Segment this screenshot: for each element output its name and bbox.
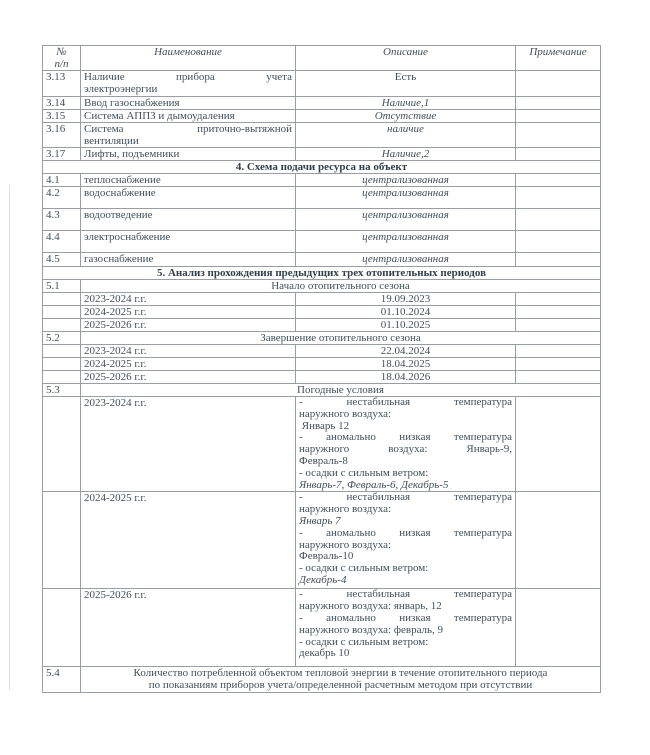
cell-description: 22.04.2024: [296, 345, 516, 358]
cell-name: Система АППЗ и дымоудаления: [81, 110, 296, 123]
text-word: температура: [453, 491, 512, 504]
table-row: [43, 397, 601, 492]
cell-weather-conditions: [296, 492, 516, 589]
cell-span-text: Погодные условия: [81, 384, 601, 397]
table-row: [43, 358, 601, 371]
cell-number: [43, 345, 81, 358]
cell-description: 19.09.2023: [296, 293, 516, 306]
text-line: вентиляции: [84, 135, 139, 147]
cell-note: [516, 293, 601, 306]
cell-description: централизованная: [296, 187, 516, 209]
cell-span-text: [81, 667, 601, 693]
cell-number: 3.17: [43, 148, 81, 161]
cell-name: [81, 71, 296, 97]
table-row: [43, 71, 601, 97]
table-row: [43, 110, 601, 123]
table-row: [43, 332, 601, 345]
table-body: [43, 71, 601, 693]
text-line: [84, 71, 292, 83]
text-word: аномально: [326, 431, 376, 444]
text-line: наружного воздуха: январь, 12: [299, 600, 442, 613]
text-word: Наличие: [84, 71, 125, 83]
table-row: [43, 280, 601, 293]
cell-description: 18.04.2026: [296, 371, 516, 384]
cell-description: Есть: [296, 71, 516, 97]
cell-number: 5.4: [43, 667, 81, 693]
table-row: [43, 209, 601, 231]
cell-period: 2023-2024 г.г.: [81, 397, 296, 492]
cell-name: теплоснабжение: [81, 174, 296, 187]
header-cell-num: [43, 46, 81, 71]
table-row: [43, 161, 601, 174]
cell-number: [43, 589, 81, 667]
cell-description: Наличие,2: [296, 148, 516, 161]
cell-description: 01.10.2024: [296, 306, 516, 319]
cell-note: [516, 306, 601, 319]
cell-number: [43, 306, 81, 319]
cell-number: 5.3: [43, 384, 81, 397]
text-line: - осадки с сильным ветром:: [299, 466, 429, 479]
cell-note: [516, 148, 601, 161]
cell-note: [516, 209, 601, 231]
cell-description: Наличие,1: [296, 97, 516, 110]
text-word: аномально: [326, 526, 376, 539]
table-row: [43, 667, 601, 693]
table-row: [43, 123, 601, 148]
cell-name: 2025-2026 г.г.: [81, 319, 296, 332]
cell-number: [43, 293, 81, 306]
text-word: нестабильная: [346, 588, 411, 601]
text-word: -: [299, 396, 303, 408]
cell-span-text: Начало отопительного сезона: [81, 280, 601, 293]
cell-description: 01.10.2025: [296, 319, 516, 332]
section-header-cell: 4. Схема подачи ресурса на объект: [43, 161, 601, 174]
cell-note: [516, 397, 601, 492]
table-row: [43, 589, 601, 667]
cell-number: [43, 319, 81, 332]
cell-note: [516, 174, 601, 187]
header-cell-desc: Описание: [296, 46, 516, 71]
text-line: наружного воздуха: февраль, 9: [299, 623, 444, 636]
cell-name: [81, 123, 296, 148]
text-word: низкая: [399, 611, 431, 624]
text-word: приточно-вытяжной: [197, 123, 292, 135]
table-row: [43, 267, 601, 280]
table-row: [43, 293, 601, 306]
table-row: [43, 384, 601, 397]
cell-note: [516, 253, 601, 267]
text-line: Февраль-8: [299, 454, 348, 467]
cell-number: 4.2: [43, 187, 81, 209]
text-word: -: [299, 431, 303, 444]
cell-name: 2025-2026 г.г.: [81, 371, 296, 384]
text-word: -: [299, 491, 303, 504]
cell-period: 2024-2025 г.г.: [81, 492, 296, 589]
cell-note: [516, 110, 601, 123]
cell-name: водоснабжение: [81, 187, 296, 209]
table-row: [43, 306, 601, 319]
cell-number: 3.15: [43, 110, 81, 123]
cell-number: [43, 397, 81, 492]
cell-note: [516, 123, 601, 148]
cell-number: [43, 492, 81, 589]
table-row: [43, 253, 601, 267]
cell-description: централизованная: [296, 209, 516, 231]
table-row: [43, 371, 601, 384]
cell-description: Отсутствие: [296, 110, 516, 123]
cell-name: 2023-2024 г.г.: [81, 293, 296, 306]
text-line: наружного воздуха:: [299, 503, 392, 516]
text-word: температура: [453, 526, 512, 539]
cell-number: 3.13: [43, 71, 81, 97]
cell-name: водоотведение: [81, 209, 296, 231]
cell-note: [516, 71, 601, 97]
cell-number: 4.1: [43, 174, 81, 187]
text-word: нестабильная: [346, 396, 411, 408]
text-line: Январь 12: [299, 419, 350, 432]
cell-note: [516, 231, 601, 253]
text-word: наружного: [299, 443, 350, 456]
text-line: [299, 613, 512, 625]
text-line: Декабрь-4: [299, 573, 347, 586]
header-cell-note: Примечание: [516, 46, 601, 71]
text-line: - осадки с сильным ветром:: [299, 562, 429, 575]
text-word: -: [299, 611, 303, 624]
section-header-cell: 5. Анализ прохождения предыдущих трех отопительных периодов: [43, 267, 601, 280]
table-row: [43, 345, 601, 358]
table-row: [43, 97, 601, 110]
text-line: Февраль-10: [299, 550, 354, 563]
cell-name: электроснабжение: [81, 231, 296, 253]
text-word: температура: [453, 431, 512, 444]
text-line: по показаниям приборов учета/определенной расчетным методом при отсутствии: [148, 679, 533, 692]
cell-note: [516, 319, 601, 332]
text-line: декабрь 10: [299, 647, 350, 660]
table-row: [43, 148, 601, 161]
cell-number: [43, 358, 81, 371]
object-info-table: [42, 45, 601, 693]
cell-weather-conditions: [296, 397, 516, 492]
cell-name: 2024-2025 г.г.: [81, 306, 296, 319]
cell-name: 2024-2025 г.г.: [81, 358, 296, 371]
text-word: низкая: [399, 431, 431, 444]
text-line: Количество потребленной объектом тепловой энергии в течение отопительного периода: [133, 667, 548, 680]
table-row: [43, 174, 601, 187]
cell-name: Лифты, подъемники: [81, 148, 296, 161]
cell-period: 2025-2026 г.г.: [81, 589, 296, 667]
text-word: учета: [266, 71, 292, 83]
text-line: - осадки с сильным ветром:: [299, 635, 429, 648]
cell-note: [516, 492, 601, 589]
text-line: наружного воздуха:: [299, 538, 392, 551]
cell-description: наличие: [296, 123, 516, 148]
cell-weather-conditions: [296, 589, 516, 667]
cell-description: централизованная: [296, 253, 516, 267]
cell-number: 5.1: [43, 280, 81, 293]
text-word: прибора: [176, 71, 215, 83]
cell-number: 5.2: [43, 332, 81, 345]
text-word: Январь-9,: [466, 443, 512, 456]
cell-note: [516, 345, 601, 358]
header-num-line1: №: [56, 46, 67, 58]
cell-note: [516, 187, 601, 209]
text-word: аномально: [326, 611, 376, 624]
cell-name: Ввод газоснабжения: [81, 97, 296, 110]
text-word: -: [299, 588, 303, 601]
cell-number: 3.16: [43, 123, 81, 148]
text-word: температура: [453, 396, 512, 408]
text-word: -: [299, 526, 303, 539]
text-word: Система: [84, 123, 124, 135]
text-word: температура: [453, 588, 512, 601]
scan-artifact-line: [9, 185, 10, 690]
cell-number: 4.3: [43, 209, 81, 231]
header-cell-name: Наименование: [81, 46, 296, 71]
cell-number: [43, 371, 81, 384]
cell-name: газоснабжение: [81, 253, 296, 267]
text-word: низкая: [399, 526, 431, 539]
table-row: [43, 492, 601, 589]
cell-description: 18.04.2025: [296, 358, 516, 371]
text-line: [84, 123, 292, 135]
cell-number: 4.4: [43, 231, 81, 253]
cell-description: централизованная: [296, 174, 516, 187]
cell-note: [516, 589, 601, 667]
text-line: [299, 528, 512, 540]
text-line: наружного воздуха:: [299, 407, 392, 420]
text-word: воздуха:: [388, 443, 428, 456]
cell-note: [516, 97, 601, 110]
table-row: [43, 319, 601, 332]
table-row: [43, 231, 601, 253]
cell-number: 4.5: [43, 253, 81, 267]
table-header-row: [43, 46, 601, 71]
text-word: нестабильная: [346, 491, 411, 504]
text-line: электроэнергии: [84, 83, 158, 95]
text-line: Январь-7, Февраль-6, Декабрь-5: [299, 478, 449, 491]
cell-name: 2023-2024 г.г.: [81, 345, 296, 358]
text-line: Январь 7: [299, 514, 341, 527]
cell-description: централизованная: [296, 231, 516, 253]
header-num-line2: п/п: [54, 57, 69, 70]
cell-note: [516, 371, 601, 384]
table-row: [43, 187, 601, 209]
cell-number: 3.14: [43, 97, 81, 110]
text-word: температура: [453, 611, 512, 624]
cell-note: [516, 358, 601, 371]
cell-span-text: Завершение отопительного сезона: [81, 332, 601, 345]
